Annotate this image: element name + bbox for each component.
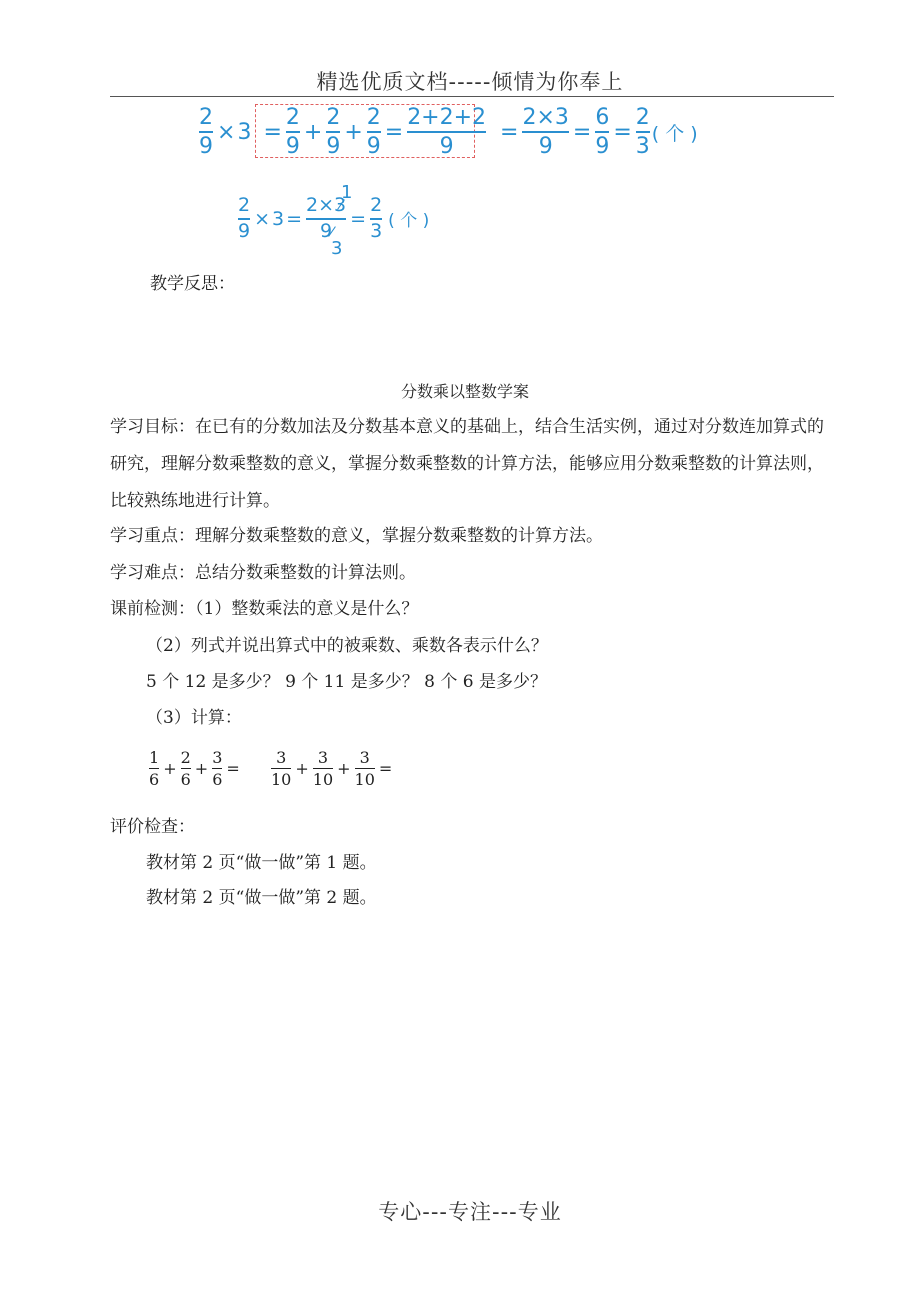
fraction: $\frac{2}{9}$ xyxy=(199,105,213,160)
plus-sign: + xyxy=(337,759,351,778)
fraction: 2 6 xyxy=(180,748,191,789)
plus-sign: + xyxy=(344,119,363,145)
fraction: $\frac{6}{9}$ xyxy=(595,105,610,160)
fraction: $\frac{2}{3}$ xyxy=(370,194,383,242)
equals-sign: = xyxy=(286,207,303,230)
fraction: 1 6 xyxy=(149,748,160,789)
fraction: $\frac{2}{3}$ xyxy=(635,105,650,160)
factor: 3 xyxy=(237,119,252,145)
times-sign: × xyxy=(254,207,271,230)
equals-sign: = xyxy=(350,207,367,230)
fraction: 3 6 xyxy=(212,748,223,789)
pretest-q2: （2）列式并说出算式中的被乘数、乘数各表示什么？ xyxy=(146,636,548,656)
unit-label: ( 个 ) xyxy=(388,211,430,232)
fraction: $\frac{2}{9}$ xyxy=(366,105,381,160)
equals-sign: = xyxy=(384,119,404,145)
equation-repeated-addition xyxy=(197,106,698,158)
plus-sign: + xyxy=(295,759,309,778)
fraction: $\frac{2}{9}$ xyxy=(326,105,341,160)
fraction: 3 10 xyxy=(271,748,292,789)
cancel-result-bottom: 3 xyxy=(331,238,343,259)
pretest-q2-items: 5 个 12 是多少？ 9 个 11 是多少？ 8 个 6 是多少？ xyxy=(146,672,547,692)
learning-difficulty: 学习难点：总结分数乘整数的计算法则。 xyxy=(110,563,416,583)
fraction-cancelled: $\frac{2\times 3}{9}$ xyxy=(306,194,347,242)
evaluation-item: 教材第 2 页“做一做”第 2 题。 xyxy=(146,888,377,908)
evaluation-item: 教材第 2 页“做一做”第 1 题。 xyxy=(146,853,377,873)
fraction: $\frac{2\times 3}{9}$ xyxy=(522,105,569,160)
calc-expression-1 xyxy=(148,748,243,789)
calc-expression-2 xyxy=(270,748,395,789)
times-sign: × xyxy=(217,119,236,145)
fraction: 3 10 xyxy=(354,748,375,789)
equation-simplified xyxy=(236,196,429,242)
evaluation-label: 评价检查： xyxy=(110,817,195,837)
pretest-q3: （3）计算： xyxy=(146,708,242,728)
plus-sign: + xyxy=(303,119,323,145)
equals-sign: = xyxy=(378,759,393,778)
header-divider xyxy=(110,96,834,97)
fraction: 3 10 xyxy=(312,748,334,789)
cancel-result-top: 1 xyxy=(341,182,353,203)
section-title: 分数乘以整数学案 xyxy=(400,382,529,401)
equals-sign: = xyxy=(500,119,519,145)
equals-sign: = xyxy=(226,759,240,778)
fraction: $\frac{2+2+2}{9}$ xyxy=(407,105,487,160)
fraction: $\frac{2}{9}$ xyxy=(238,194,251,242)
reflection-label: 教学反思： xyxy=(150,274,235,294)
unit-label: ( 个 ) xyxy=(651,122,698,145)
fraction: $\frac{2}{9}$ xyxy=(285,105,300,160)
equals-sign: = xyxy=(613,119,632,145)
equals-sign: = xyxy=(572,119,592,145)
page-header: 精选优质文档-----倾情为你奉上 xyxy=(316,70,624,94)
learning-goal: 学习目标：在已有的分数加法及分数基本意义的基础上，结合生活实例，通过对分数连加算式的研究，理解分数乘整数的意义，掌握分数乘整数的计算方法，能够应用分数乘整数的计算法则，比较熟练地进行计算。 xyxy=(110,417,824,511)
page-footer: 专心---专注---专业 xyxy=(378,1200,562,1224)
plus-sign: + xyxy=(163,759,177,778)
plus-sign: + xyxy=(194,759,209,778)
learning-focus: 学习重点：理解分数乘整数的意义，掌握分数乘整数的计算方法。 xyxy=(110,526,603,546)
factor: 3 xyxy=(272,207,285,230)
pretest-q1: 课前检测：（1）整数乘法的意义是什么？ xyxy=(110,599,419,619)
equals-sign: = xyxy=(263,119,282,145)
